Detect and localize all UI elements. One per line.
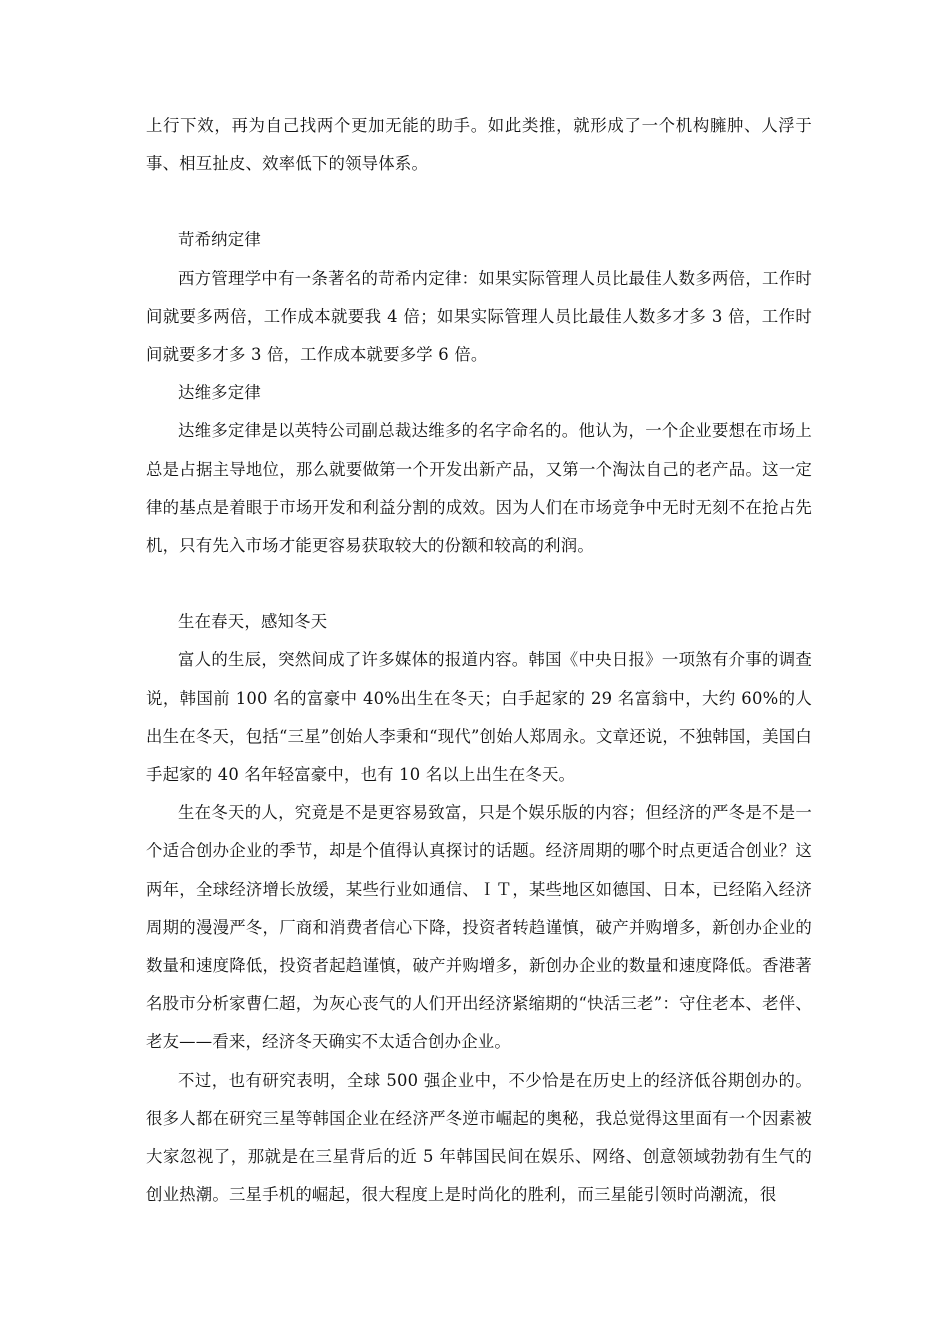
section-paragraph: 富人的生辰，突然间成了许多媒体的报道内容。韩国《中央日报》一项煞有介事的调查说，韩国前 100 名的富豪中 40%出生在冬天；白手起家的 29 名富翁中，大约 60%的人出生在冬天，包括“三星”创始人李秉和“现代”创始人郑周永。文章还说，不独韩国，美国白手起家的 40 名年轻富豪中，也有 10 名以上出生在冬天。 — [146, 650, 812, 785]
section-gap — [146, 565, 812, 603]
section-kocina-law — [146, 221, 812, 374]
section-born-in-spring — [146, 603, 812, 1214]
intro-paragraph: 上行下效，再为自己找两个更加无能的助手。如此类推，就形成了一个机构臃肿、人浮于事、相互扯皮、效率低下的领导体系。 — [146, 116, 812, 174]
section-davidow-law — [146, 374, 812, 565]
section-paragraph: 生在冬天的人，究竟是不是更容易致富，只是个娱乐版的内容；但经济的严冬是不是一个适合创办企业的季节，却是个值得认真探讨的话题。经济周期的哪个时点更适合创业？这两年，全球经济增长放缓，某些行业如通信、ＩＴ，某些地区如德国、日本，已经陷入经济周期的漫漫严冬，厂商和消费者信心下降，投资者转趋谨慎，破产并购增多，新创办企业的数量和速度降低，投资者起趋谨慎，破产并购增多，新创办企业的数量和速度降低。香港著名股市分析家曹仁超，为灰心丧气的人们开出经济紧缩期的“快活三老”：守住老本、老伴、老友——看来，经济冬天确实不太适合创办企业。 — [146, 803, 812, 1052]
section-paragraph: 达维多定律是以英特公司副总裁达维多的名字命名的。他认为，一个企业要想在市场上总是占据主导地位，那么就要做第一个开发出新产品，又第一个淘汰自己的老产品。这一定律的基点是着眼于市场开发和利益分割的成效。因为人们在市场竞争中无时无刻不在抢占先机，只有先入市场才能更容易获取较大的份额和较高的利润。 — [146, 421, 812, 556]
section-gap — [146, 183, 812, 221]
section-paragraph: 西方管理学中有一条著名的苛希内定律：如果实际管理人员比最佳人数多两倍，工作时间就要多两倍，工作成本就要我 4 倍；如果实际管理人员比最佳人数多才多 3 倍，工作时间就要多才多 3 倍，工作成本就要多学 6 倍。 — [146, 268, 812, 365]
section-heading: 达维多定律 — [178, 383, 261, 403]
document-page — [146, 107, 812, 1214]
section-heading: 生在春天，感知冬天 — [178, 612, 328, 632]
section-paragraph: 不过，也有研究表明，全球 500 强企业中，不少恰是在历史上的经济低谷期创办的。很多人都在研究三星等韩国企业在经济严冬逆市崛起的奥秘，我总觉得这里面有一个因素被大家忽视了，那就是在三星背后的近 5 年韩国民间在娱乐、网络、创意领域勃勃有生气的创业热潮。三星手机的崛起，很大程度上是时尚化的胜利，而三星能引领时尚潮流，很 — [146, 1070, 812, 1205]
section-heading: 苛希纳定律 — [178, 230, 261, 250]
